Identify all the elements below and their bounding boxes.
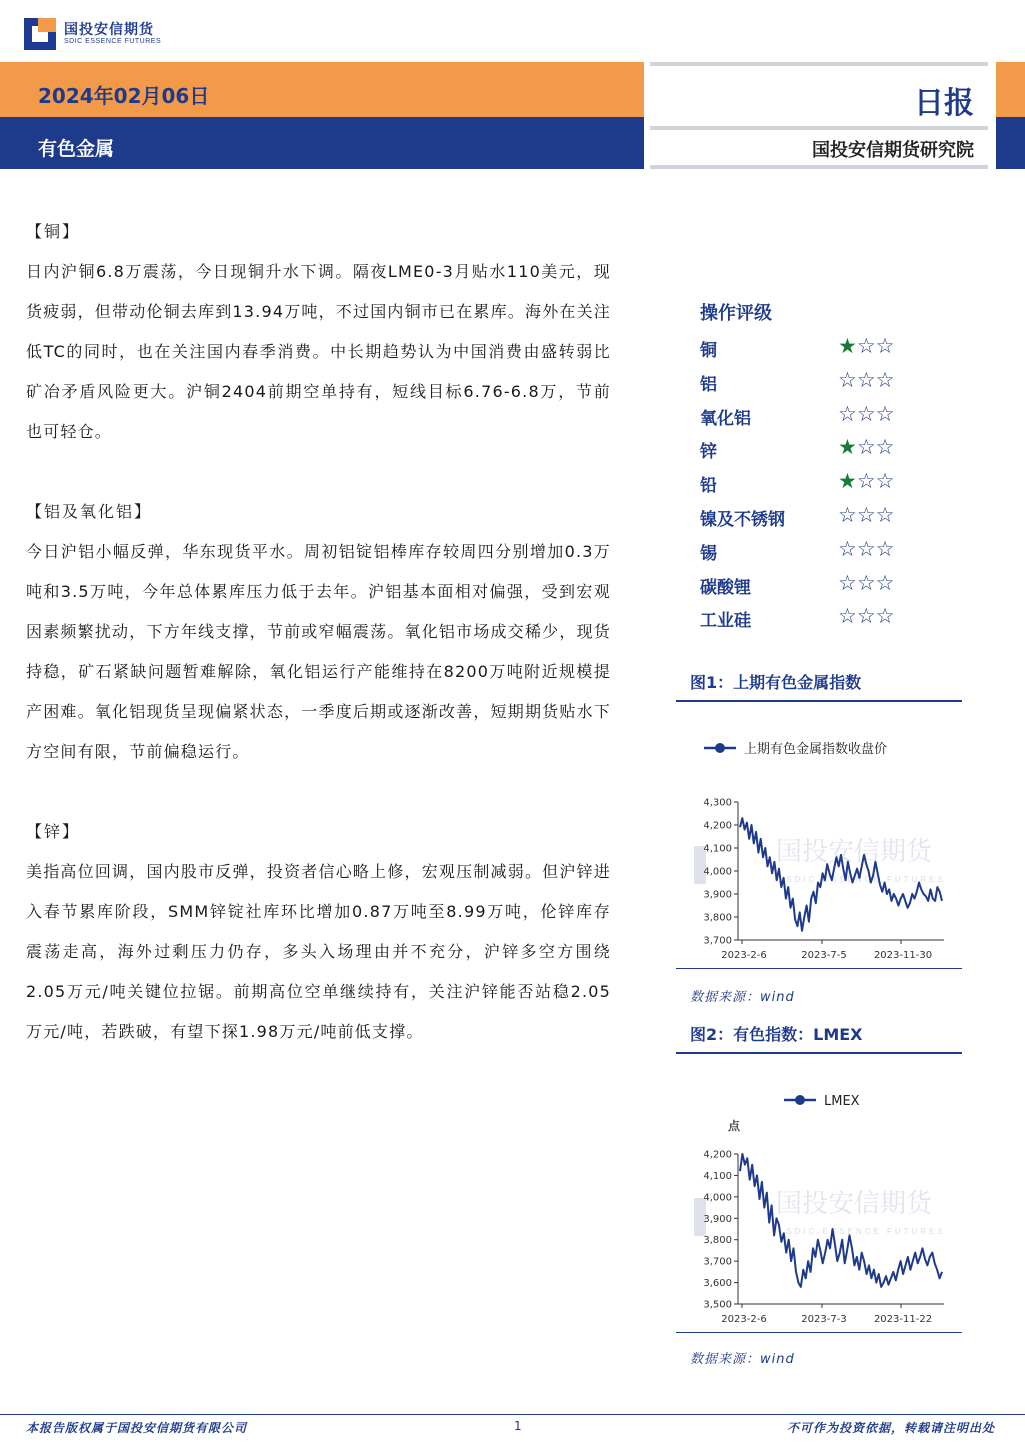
star-empty-icon: ☆ xyxy=(856,604,876,629)
y-tick-label: 3,900 xyxy=(703,1213,732,1225)
star-empty-icon: ☆ xyxy=(856,435,876,460)
rating-row xyxy=(700,402,960,436)
star-empty-icon: ☆ xyxy=(838,604,857,629)
figure-2-bottom-rule xyxy=(676,1332,962,1333)
x-tick-label: 2023-2-6 xyxy=(721,1314,767,1325)
star-empty-icon: ☆ xyxy=(875,570,895,595)
rating-metal-name: 铅 xyxy=(700,476,717,497)
legend-label: LMEX xyxy=(824,1094,860,1109)
watermark-text-en: SDIC ESSENCE FUTURES xyxy=(786,875,946,884)
star-empty-icon: ☆ xyxy=(838,401,857,426)
y-tick-label: 4,100 xyxy=(703,843,732,855)
rating-metal-name: 锌 xyxy=(700,442,717,463)
star-empty-icon: ☆ xyxy=(856,334,876,358)
rating-stars xyxy=(838,368,894,392)
logo-text-cn: 国投安信期货 xyxy=(64,22,154,38)
rating-row xyxy=(700,334,960,368)
footer-copyright: 本报告版权属于国投安信期货有限公司 xyxy=(26,1421,248,1435)
y-tick-label: 3,900 xyxy=(703,889,732,901)
company-logo xyxy=(24,16,174,52)
y-tick-label: 4,300 xyxy=(703,797,732,809)
main-content xyxy=(26,212,611,1092)
rating-row xyxy=(700,571,960,605)
star-empty-icon: ☆ xyxy=(875,435,895,460)
star-empty-icon: ☆ xyxy=(838,570,857,595)
star-filled-icon: ★ xyxy=(838,435,857,460)
figure-2-rule xyxy=(676,1052,962,1054)
logo-mark-icon xyxy=(24,18,56,50)
figure-2-title: 图2：有色指数：LMEX xyxy=(690,1025,863,1044)
rating-stars xyxy=(838,402,894,426)
rating-stars xyxy=(838,334,894,358)
x-tick-label: 2023-11-30 xyxy=(873,950,933,961)
star-empty-icon: ☆ xyxy=(875,604,895,629)
rating-metal-name: 工业硅 xyxy=(700,611,751,632)
y-tick-label: 4,200 xyxy=(703,820,732,832)
rating-stars xyxy=(838,604,894,628)
star-empty-icon: ☆ xyxy=(856,536,876,561)
star-empty-icon: ☆ xyxy=(875,502,895,527)
report-type-title: 日报 xyxy=(914,86,974,121)
watermark-text-en: SDIC ESSENCE FUTURES xyxy=(786,1227,946,1236)
star-empty-icon: ☆ xyxy=(856,401,876,426)
rating-stars xyxy=(838,435,894,459)
y-unit-label: 点 xyxy=(727,1119,741,1133)
star-empty-icon: ☆ xyxy=(856,367,876,392)
legend-marker-icon xyxy=(795,1095,805,1105)
y-tick-label: 4,000 xyxy=(703,1192,732,1204)
section-body: 日内沪铜6.8万震荡，今日现铜升水下调。隔夜LME0-3月贴水110美元，现货疲弱，但带动伦铜去库到13.94万吨，不过国内铜市已在累库。海外在关注低TC的同时，也在关注国内春季消费。中长期趋势认为中国消费由盛转弱比矿冶矛盾风险更大。沪铜2404前期空单持有，短线目标6.76-6.8万，节前也可轻仓。 xyxy=(26,262,612,441)
section-heading: 【铜】 xyxy=(26,222,81,241)
rating-stars xyxy=(838,537,894,561)
institute-name: 国投安信期货研究院 xyxy=(812,140,974,161)
x-tick-label: 2023-2-6 xyxy=(721,950,767,961)
y-tick-label: 4,200 xyxy=(703,1149,732,1161)
figure-2-source: 数据来源：wind xyxy=(690,1352,795,1367)
rating-stars xyxy=(838,503,894,527)
figure-1-title: 图1：上期有色金属指数 xyxy=(690,673,862,692)
section-body: 今日沪铝小幅反弹，华东现货平水。周初铝锭铝棒库存较周四分别增加0.3万吨和3.5万吨，今年总体累库压力低于去年。沪铝基本面相对偏强，受到宏观因素频繁扰动，下方年线支撑，节前或窄幅震荡。氧化铝市场成交稀少，现货持稳，矿石紧缺问题暂难解除，氧化铝运行产能维持在8200万吨附近规模提产困难。氧化铝现货呈现偏紧状态，一季度后期或逐渐改善，短期期货贴水下方空间有限，节前偏稳运行。 xyxy=(26,542,611,761)
rating-stars xyxy=(838,469,894,493)
star-empty-icon: ☆ xyxy=(856,469,876,494)
edge-orange-band xyxy=(996,62,1025,117)
legend-label: 上期有色金属指数收盘价 xyxy=(744,742,888,757)
rating-row xyxy=(700,435,960,469)
y-tick-label: 4,000 xyxy=(703,866,732,878)
section-zinc xyxy=(26,812,611,1052)
x-tick-label: 2023-7-5 xyxy=(801,950,847,961)
rating-row xyxy=(700,503,960,537)
report-sector: 有色金属 xyxy=(38,138,115,160)
rating-row xyxy=(700,537,960,571)
section-aluminum xyxy=(26,492,611,772)
star-filled-icon: ★ xyxy=(838,469,857,494)
star-empty-icon: ☆ xyxy=(856,502,876,527)
y-tick-label: 3,800 xyxy=(703,1235,732,1247)
report-date: 2024年02月06日 xyxy=(38,84,210,108)
footer-page-number: 1 xyxy=(514,1419,522,1433)
y-tick-label: 3,700 xyxy=(703,1256,732,1268)
section-body: 美指高位回调，国内股市反弹，投资者信心略上修，宏观压制减弱。但沪锌进入春节累库阶段，SMM锌锭社库环比增加0.87万吨至8.99万吨，伦锌库存震荡走高，海外过剩压力仍存，多头入场理由并不充分，沪锌多空方围绕2.05万元/吨关键位拉锯。前期高位空单继续持有，关注沪锌能否站稳2.05万元/吨，若跌破，有望下探1.98万元/吨前低支撑。 xyxy=(26,862,611,1041)
rating-stars xyxy=(838,571,894,595)
figure-1-rule xyxy=(676,700,962,702)
star-empty-icon: ☆ xyxy=(856,570,876,595)
rating-metal-name: 氧化铝 xyxy=(700,408,751,429)
figure-1-bottom-rule xyxy=(676,968,962,969)
star-empty-icon: ☆ xyxy=(875,469,895,494)
section-heading: 【铝及氧化铝】 xyxy=(26,502,153,521)
rating-metal-name: 碳酸锂 xyxy=(700,577,751,598)
y-tick-label: 3,700 xyxy=(703,935,732,947)
edge-blue-band xyxy=(996,117,1025,169)
rating-metal-name: 铝 xyxy=(700,374,717,395)
figure-1-chart xyxy=(676,730,962,966)
y-tick-label: 3,800 xyxy=(703,912,732,924)
rating-metal-name: 铜 xyxy=(700,341,717,361)
star-empty-icon: ☆ xyxy=(875,367,895,392)
watermark-text: 国投安信期货 xyxy=(775,837,933,867)
star-empty-icon: ☆ xyxy=(838,367,857,392)
star-filled-icon: ★ xyxy=(838,334,857,358)
divider xyxy=(650,126,988,130)
rating-metal-name: 锡 xyxy=(700,543,717,564)
figure-2-chart xyxy=(676,1082,962,1330)
y-tick-label: 3,500 xyxy=(703,1299,732,1311)
series-line xyxy=(740,1154,942,1287)
section-copper xyxy=(26,212,611,452)
star-empty-icon: ☆ xyxy=(875,334,895,358)
report-type-panel xyxy=(650,62,988,169)
divider xyxy=(650,62,988,66)
watermark-text: 国投安信期货 xyxy=(775,1189,933,1219)
footer-disclaimer: 不可作为投资依据，转载请注明出处 xyxy=(786,1421,995,1435)
y-tick-label: 4,100 xyxy=(703,1170,732,1182)
star-empty-icon: ☆ xyxy=(838,502,857,527)
rating-row xyxy=(700,469,960,503)
rating-title: 操作评级 xyxy=(700,303,772,324)
logo-text-en: SDIC ESSENCE FUTURES xyxy=(64,38,162,45)
legend-marker-icon xyxy=(715,743,725,753)
footer-rule xyxy=(0,1414,1025,1415)
x-tick-label: 2023-7-3 xyxy=(801,1314,847,1325)
star-empty-icon: ☆ xyxy=(875,536,895,561)
figure-1-source: 数据来源：wind xyxy=(690,990,795,1005)
star-empty-icon: ☆ xyxy=(838,536,857,561)
rating-panel xyxy=(700,300,960,638)
divider xyxy=(650,165,988,169)
rating-row xyxy=(700,604,960,638)
section-heading: 【锌】 xyxy=(26,822,81,841)
rating-row xyxy=(700,368,960,402)
star-empty-icon: ☆ xyxy=(875,401,895,426)
rating-metal-name: 镍及不锈钢 xyxy=(700,509,785,530)
y-tick-label: 3,600 xyxy=(703,1278,732,1290)
x-tick-label: 2023-11-22 xyxy=(873,1314,933,1325)
